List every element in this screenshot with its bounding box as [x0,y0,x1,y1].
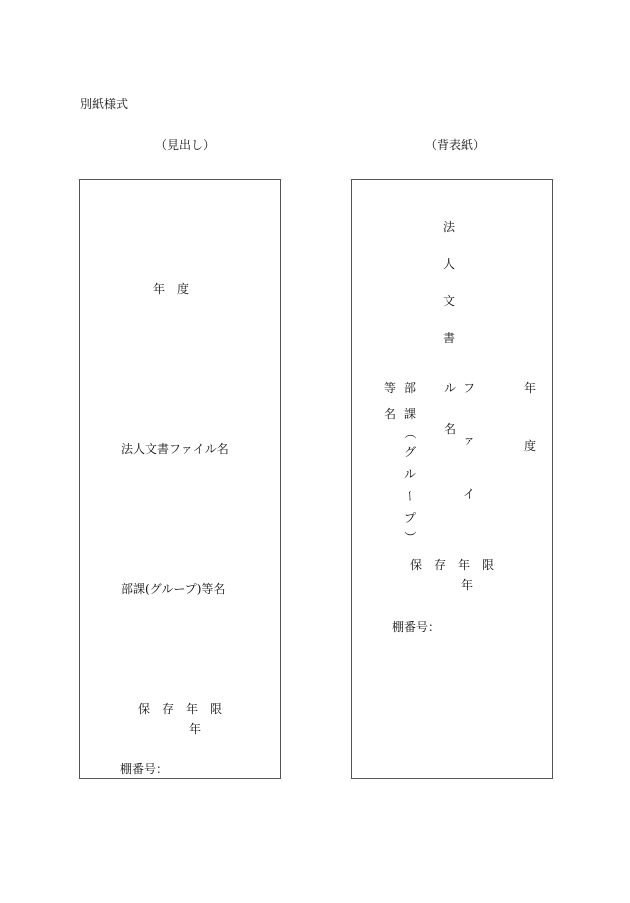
spine-dept-col-2 [403,381,417,558]
spine-dept-char: 等 [383,381,396,395]
spine-dept-char: ル [403,467,416,481]
spine-file-char: ァ [462,433,475,447]
spine-year-col [523,381,537,467]
spine-file-col-1 [443,381,457,450]
spine-dept-char: 課 [403,407,416,421]
file-name-label: 法人文書ファイル名 [121,442,229,456]
spine-title-char: 法 [442,220,455,234]
spine-file-char: ル [443,381,456,395]
spine-dept-col-1 [383,381,397,435]
spine-file-char: フ [462,381,475,395]
spine-dept-char: ー [403,489,417,502]
spine-year-char: 度 [523,439,536,453]
spine-file-char: イ [462,487,475,501]
spine-title-char: 書 [442,331,455,345]
spine-file-char: 名 [443,422,456,436]
spine-dept-char: （ [403,426,417,439]
fiscal-year-label: 年 度 [153,282,190,296]
spine-title-char: 文 [442,294,455,308]
spine-dept-char: プ [403,511,416,525]
right-caption: （背表紙） [425,138,486,152]
spine-dept-char: ） [403,530,417,543]
spine-dept-char: 名 [383,407,396,421]
spine-retention-label: 保 存 年 限 [410,558,495,572]
spine-dept-char: グ [403,445,416,459]
form-label: 別紙様式 [80,97,129,111]
spine-file-col-2 [462,381,476,515]
spine-title [442,220,456,359]
left-caption: （見出し） [155,138,216,152]
department-label: 部課(グループ)等名 [121,582,226,596]
spine-retention-year: 年 [461,578,474,592]
retention-period-label: 保 存 年 限 [138,702,223,716]
shelf-number-label: 棚番号： [120,762,169,776]
spine-shelf-number: 棚番号： [392,620,441,634]
heading-panel [79,179,281,779]
spine-year-char: 年 [523,381,536,395]
spine-dept-char: 部 [403,381,416,395]
spine-title-char: 人 [442,257,455,271]
retention-year-label: 年 [189,722,202,736]
